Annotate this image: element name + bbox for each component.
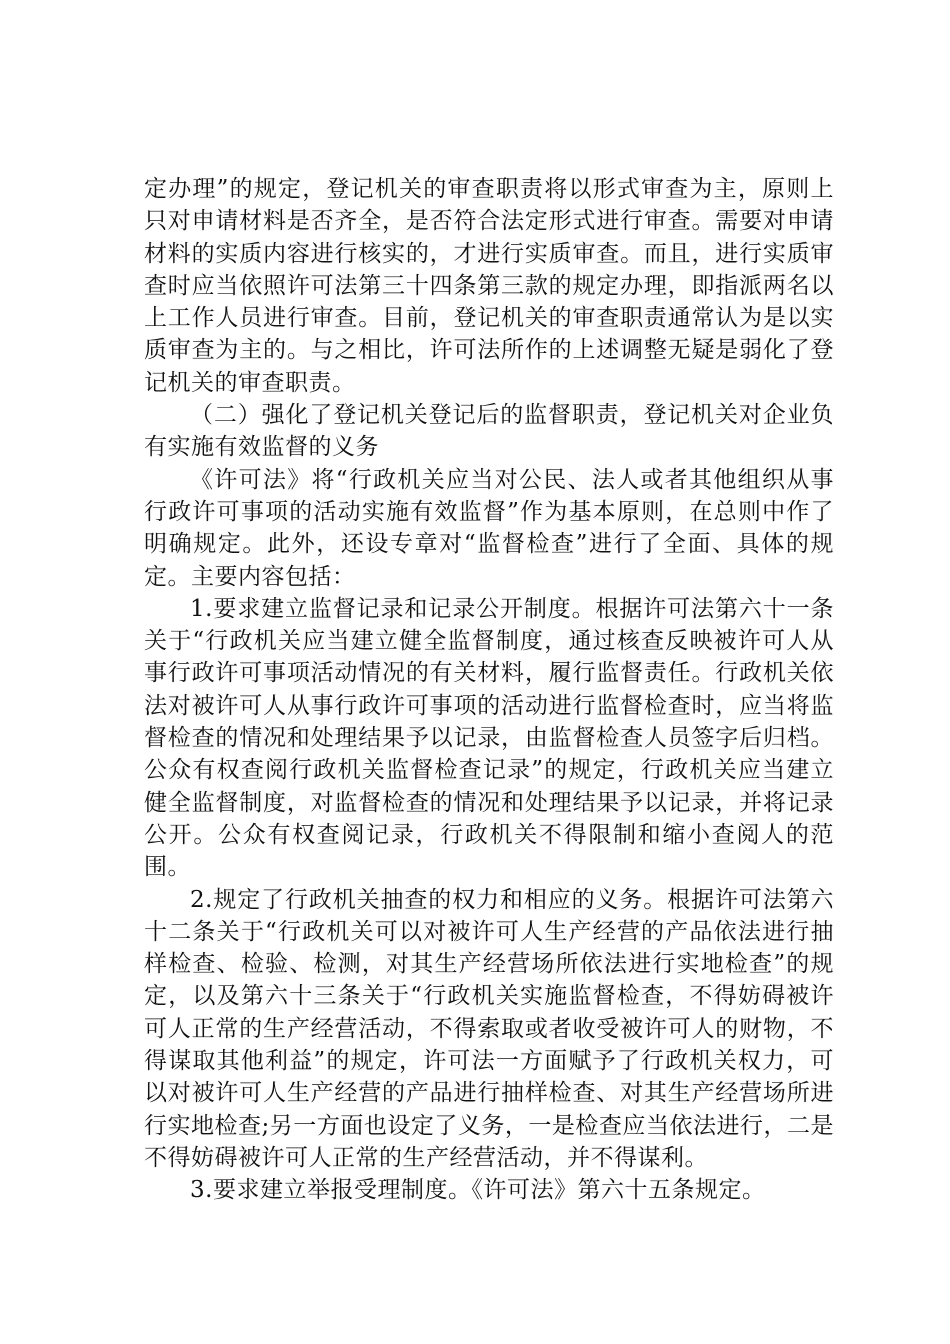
document-body [144,173,834,1207]
list-item-3: 3.要求建立举报受理制度。《许可法》第六十五条规定。 [190,1177,766,1204]
list-item-1: 1.要求建立监督记录和记录公开制度。根据许可法第六十一条关于“行政机关应当建立健全监督制度，通过核查反映被许可人从事行政许可事项活动情况的有关材料，履行监督责任。行政机关依法对被许可人从事行政许可事项的活动进行监督检查时，应当将监督检查的情况和处理结果予以记录，由监督检查人员签字后归档。公众有权查阅行政机关监督检查记录”的规定，行政机关应当建立健全监督制度，对监督检查的情况和处理结果予以记录，并将记录公开。公众有权查阅记录，行政机关不得限制和缩小查阅人的范围。 [144,595,834,881]
section-heading: （二）强化了登记机关登记后的监督职责，登记机关对企业负有实施有效监督的义务 [144,402,834,461]
paragraph-principle: 《许可法》将“行政机关应当对公民、法人或者其他组织从事行政许可事项的活动实施有效监督”作为基本原则，在总则中作了明确规定。此外，还设专章对“监督检查”进行了全面、具体的规定。主要内容包括： [144,466,834,590]
paragraph-continuation: 定办理”的规定，登记机关的审查职责将以形式审查为主，原则上只对申请材料是否齐全，是否符合法定形式进行审查。需要对申请材料的实质内容进行核实的，才进行实质审查。而且，进行实质审查时应当依照许可法第三十四条第三款的规定办理，即指派两名以上工作人员进行审查。目前，登记机关的审查职责通常认为是以实质审查为主的。与之相比，许可法所作的上述调整无疑是弱化了登记机关的审查职责。 [144,176,834,396]
list-item-2: 2.规定了行政机关抽查的权力和相应的义务。根据许可法第六十二条关于“行政机关可以对被许可人生产经营的产品依法进行抽样检查、检验、检测，对其生产经营场所依法进行实地检查”的规定，以及第六十三条关于“行政机关实施监督检查，不得妨碍被许可人正常的生产经营活动，不得索取或者收受被许可人的财物，不得谋取其他利益”的规定，许可法一方面赋予了行政机关权力，可以对被许可人生产经营的产品进行抽样检查、对其生产经营场所进行实地检查;另一方面也设定了义务，一是检查应当依法进行，二是不得妨碍被许可人正常的生产经营活动，并不得谋利。 [144,886,834,1171]
